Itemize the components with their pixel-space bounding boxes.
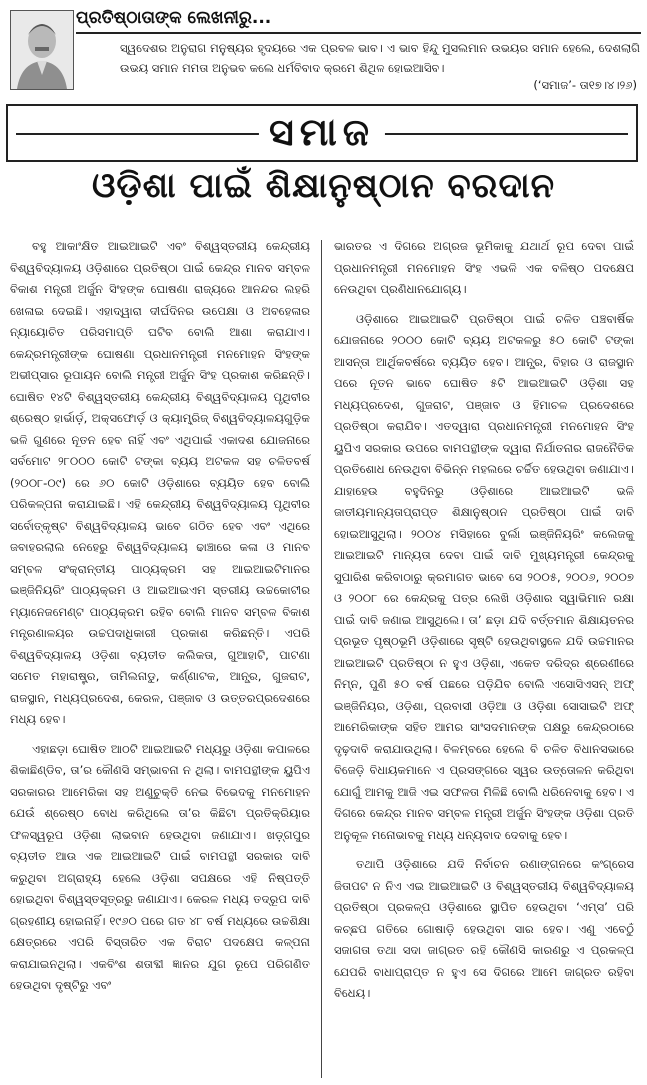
article-paragraph: ଓଡ଼ିଶାରେ ଆଇଆଇଟି ପ୍ରତିଷ୍ଠା ପାଇଁ ଚଳିତ ପଞ୍ଚବାର୍ଷିକ ଯୋଜନାରେ ୨୦୦୦ କୋଟି ବ୍ୟୟ ଅଟକଳରୁ ୫୦ କୋଟି ଟଙ୍କା ଆସନ୍ତା ଆର୍ଥିକବର୍ଷରେ ବ୍ୟୟିତ ହେବ। ଆନ୍ଧ୍ର, ବିହାର ଓ ରାଜସ୍ଥାନ ପରେ ନୂତନ ଭାବେ ଘୋଷିତ ୫ଟି ଆଇଆଇଟି ଓଡ଼ିଶା ସହ ମଧ୍ୟପ୍ରଦେଶ, ଗୁଜରାଟ, ପଞ୍ଜାବ ଓ ହିମାଚଳ ପ୍ରଦେଶରେ ପ୍ରତିଷ୍ଠା କରାଯିବ। ଏତଦ୍ୱାରା ପ୍ରଧାନମନ୍ତ୍ରୀ ମନମୋହନ ସିଂହ ୟୁପିଏ ସରକାର ଉପରେ ବାମପନ୍ଥୀଙ୍କ ଦ୍ୱାରା ନିର୍ଯାତନାର ରାଜନୈତିକ ପ୍ରତିଶୋଧ ନେଉଥିବା ବିଭିନ୍ନ ମହଲରେ ଚର୍ଚ୍ଚିତ ହେଉଥିବା ଜଣାଯାଏ। ଯାହାହେଉ ବହୁଦିନରୁ ଓଡ଼ିଶାରେ ଆଇଆଇଟି ଭଳି ଜାତୀୟମାନ୍ୟତାପ୍ରାପ୍ତ ଶିକ୍ଷାନୁଷ୍ଠାନ ପ୍ରତିଷ୍ଠା ପାଇଁ ଦାବି ହୋଇଆସୁଥିଲା। ୨୦୦୪ ମସିହାରେ ବୁର୍ଲା ଇଞ୍ଜିନିୟରିଂ କଲେଜକୁ ଆଇଆଇଟି ମାନ୍ୟତା ଦେବା ପାଇଁ ଦାବି ମୁଖ୍ୟମନ୍ତ୍ରୀ କେନ୍ଦ୍ରକୁ ସୁପାରିଶ କରିବାଠାରୁ କ୍ରମାଗତ ଭାବେ ସେ ୨୦୦୫, ୨୦୦୬, ୨୦୦୭ ଓ ୨୦୦୮ ରେ କେନ୍ଦ୍ରକୁ ପତ୍ର ଲେଖି ଓଡ଼ିଶାର ସ୍ୱାଭିମାନ ରକ୍ଷା ପାଇଁ ଦାବି ଜଣାଇ ଆସୁଥିଲେ। ତା’ ଛଡ଼ା ଯଦି ବର୍ତ୍ତମାନ ଶିକ୍ଷାୟତନର ପ୍ରଭୂତ ପୃଷ୍ଠଭୂମି ଓଡ଼ିଶାରେ ସୃଷ୍ଟି ହେଉଥିବାସ୍ଥଳେ ଯଦି ଉଚ୍ଚମାନର ଆଇଆଇଟି ପ୍ରତିଷ୍ଠା ନ ହୁଏ ଓଡ଼ିଶା, ଏକେତ ଦରିଦ୍ର ଶ୍ରେଣୀରେ ନିମ୍ନ, ପୁଣି ୫୦ ବର୍ଷ ପଛରେ ପଡ଼ିଯିବ ବୋଲି ଏସୋସିଏସନ୍ ଅଫ୍ ଇଞ୍ଜିନିୟର, ଓଡ଼ିଶା, ପ୍ରବାସୀ ଓଡ଼ିଆ ଓ ଓଡ଼ିଶା ସୋସାଇଟି ଅଫ୍ ଆମେରିକାଙ୍କ ସହିତ ଆମର ସାଂସଦମାନଙ୍କ ପକ୍ଷରୁ କେନ୍ଦ୍ରଠାରେ ଦୃଢ଼ଦାବି କରାଯାଉଥିଲା। ବିଳମ୍ବରେ ହେଲେ ବି ଚଳିତ ବିଧାନସଭାରେ ବିଜେଡ଼ି ବିଧାୟକମାନେ ଏ ପ୍ରସଙ୍ଗରେ ସ୍ୱର ଉତ୍ତୋଳନ କରିଥିବା ଯୋଗୁଁ ଆମକୁ ଆଜି ଏଇ ସଫଳତା ମିଳିଛି ବୋଲି ଧରିନେବାକୁ ହେବ। ଏ ଦିଗରେ କେନ୍ଦ୍ର ମାନବ ସମ୍ବଳ ମନ୍ତ୍ରୀ ଅର୍ଜୁନ ସିଂହଙ୍କ ଓଡ଼ିଶା ପ୍ରତି ଅନୁକୂଳ ମନୋଭାବକୁ ମଧ୍ୟ ଧନ୍ୟବାଦ ଦେବାକୁ ହେବ। [334,311,634,842]
masthead-box [6,104,638,162]
article-headline: ଓଡ଼ିଶା ପାଇଁ ଶିକ୍ଷାନୁଷ୍ଠାନ ବରଦାନ [91,166,556,206]
quote-source: (‘ସମାଜ’- ତା୧୭।୪।୨୬) [533,78,637,92]
article-paragraph: ଭାରତର ଏ ଦିଗରେ ଅଗ୍ରଜ ଭୂମିକାକୁ ଯଥାର୍ଥ ରୂପ ଦେବା ପାଇଁ ପ୍ରଧାନମନ୍ତ୍ରୀ ମନମୋହନ ସିଂହ ଏଭଳି ଏକ ବଳିଷ୍ଠ ପଦକ୍ଷେପ ନେଉଥିବା ପ୍ରଣିଧାନଯୋଗ୍ୟ। [334,239,634,296]
article-column-left [10,236,310,997]
article-column-right [334,236,634,1005]
article-paragraph: ଏହାଛଡ଼ା ଘୋଷିତ ଆଠଟି ଆଇଆଇଟି ମଧ୍ୟରୁ ଓଡ଼ିଶା କପାଳରେ ଶିକାଛିଣ୍ଡିବ, ତା’ର କୌଣସି ସମ୍ଭାବନା ନ ଥିଲା। ବାମପନ୍ଥୀଙ୍କ ୟୁପିଏ ସରକାରର ଆମେରିକା ସହ ଅଣୁଚୁକ୍ତି ନେଇ ବିଭେଦକୁ ମନମୋହନ ଯେଉଁ ଶ୍ରେଷ୍ଠ ବୋଧ କରିଥିଲେ ତା’ର କିଛିଟା ପ୍ରତିକ୍ରିୟାର ଫଳସ୍ୱରୂପ ଓଡ଼ିଶା ଲାଭବାନ ହେଉଥିବା ଜଣାଯାଏ। ଖଡ଼୍ଗପୁର ବ୍ୟତୀତ ଆଉ ଏକ ଆଇଆଇଟି ପାଇଁ ବାମପନ୍ଥୀ ସରକାର ଦାବି କରୁଥିବା ଅଗ୍ରାହ୍ୟ ହେଲେ ଓଡ଼ିଶା ସପକ୍ଷରେ ଏହି ନିଷ୍ପତ୍ତି ହୋଇଥିବା ବିଶ୍ୱସ୍ତସୂତ୍ରରୁ ଜଣାଯାଏ। କେରଳ ମଧ୍ୟ ତଦ୍ରୂପ ଦାବି ଗ୍ରହଣୀୟ ହୋଇନାହିଁ। ୧୯୬୦ ପରେ ଗତ ୪୮ ବର୍ଷ ମଧ୍ୟରେ ଉଚ୍ଚଶିକ୍ଷା କ୍ଷେତ୍ରରେ ଏପରି ବିସ୍ତାରିତ ଏକ ବିରାଟ ପଦକ୍ଷେପ କଳ୍ପନା କରାଯାଇନଥିଲା। ଏକବିଂଶ ଶତାବ୍ଦୀ ଜ୍ଞାନର ଯୁଗ ରୂପେ ପରିଗଣିତ ହେଉଥିବା ଦୃଷ୍ଟିରୁ ଏବଂ [10,741,310,992]
founder-quote-section [6,4,641,96]
quote-heading-rule [76,32,641,34]
article-paragraph: ବହୁ ଆକାଂକ୍ଷିତ ଆଇଆଇଟି ଏବଂ ବିଶ୍ୱସ୍ତରୀୟ କେନ୍ଦ୍ରୀୟ ବିଶ୍ୱବିଦ୍ୟାଳୟ ଓଡ଼ିଶାରେ ପ୍ରତିଷ୍ଠା ପାଇଁ କେନ୍ଦ୍ର ମାନବ ସମ୍ବଳ ବିକାଶ ମନ୍ତ୍ରୀ ଅର୍ଜୁନ ସିଂହଙ୍କ ଘୋଷଣା ରାଜ୍ୟରେ ଆନନ୍ଦର ଲହରି ଖେଳାଇ ଦେଇଛି। ଏହାଦ୍ୱାରା ଦୀର୍ଘଦିନର ଉପେକ୍ଷା ଓ ଅବହେଳାର ନ୍ୟାୟୋଚିତ ପରିସମାପ୍ତି ଘଟିବ ବୋଲି ଆଶା କରାଯାଏ। କେନ୍ଦ୍ରମନ୍ତ୍ରୀଙ୍କ ଘୋଷଣା ପ୍ରଧାନମନ୍ତ୍ରୀ ମନମୋହନ ସିଂହଙ୍କ ଅଭୀପ୍ସାର ରୂପାୟନ ବୋଲି ମନ୍ତ୍ରୀ ଅର୍ଜୁନ ସିଂହ ପ୍ରକାଶ କରିଛନ୍ତି। ଘୋଷିତ ୧୪ଟି ବିଶ୍ୱସ୍ତରୀୟ କେନ୍ଦ୍ରୀୟ ବିଶ୍ୱବିଦ୍ୟାଳୟ ପୃଥିବୀର ଶ୍ରେଷ୍ଠ ହାର୍ଭାର୍ଡ଼, ଅକ୍ସଫୋର୍ଡ଼ ଓ କ୍ୟାମ୍ବ୍ରିଜ୍ ବିଶ୍ୱବିଦ୍ୟାଳୟଗୁଡ଼ିକ ଭଳି ଗୁଣରେ ନୂତନ ହେବ ନାହିଁ ଏବଂ ଏଥିପାଇଁ ଏକାଦଶ ଯୋଜନାରେ ସର୍ବମୋଟ ୨୮୦୦୦ କୋଟି ଟଙ୍କା ବ୍ୟୟ ଅଟକଳ ସହ ଚଳିତବର୍ଷ (୨୦୦୮-୦୯) ରେ ୬୦ କୋଟି ଓଡ଼ିଶାରେ ବ୍ୟୟିତ ହେବ ବୋଲି ପରିକଳ୍ପନା କରାଯାଇଛି। ଏହି କେନ୍ଦ୍ରୀୟ ବିଶ୍ୱବିଦ୍ୟାଳୟ ପୃଥିବୀର ସର୍ବୋତ୍କୃଷ୍ଟ ବିଶ୍ୱବିଦ୍ୟାଳୟ ଭାବେ ଗଠିତ ହେବ ଏବଂ ଏଥିରେ ଜବାହରଲାଲ ନେହେରୁ ବିଶ୍ୱବିଦ୍ୟାଳୟ ଢାଞ୍ଚାରେ କଳା ଓ ମାନବ ସମ୍ବଳ ସଂକ୍ରାନ୍ତୀୟ ପାଠ୍ୟକ୍ରମ ସହ ଆଇଆଇଟିମାନର ଇଞ୍ଜିନିୟରିଂ ପାଠ୍ୟକ୍ରମ ଓ ଆଇଆଇଏମ ସ୍ତରୀୟ ଉଚ୍ଚକୋଟୀର ମ୍ୟାନେଜମେଣ୍ଟ ପାଠ୍ୟକ୍ରମ ରହିବ ବୋଲି ମାନବ ସମ୍ବଳ ବିକାଶ ମନ୍ତ୍ରଣାଳୟର ଉଚ୍ଚପଦାଧିକାରୀ ପ୍ରକାଶ କରିଛନ୍ତି। ଏପରି ବିଶ୍ୱବିଦ୍ୟାଳୟ ଓଡ଼ିଶା ବ୍ୟତୀତ କଲିକତା, ଗୁଆହାଟି, ପାଟଣା ସମେତ ମହାରାଷ୍ଟ୍ର, ତାମିଲନାଡୁ, କର୍ଣ୍ଣାଟକ, ଆନ୍ଧ୍ର, ଗୁଜରାଟ, ରାଜସ୍ଥାନ, ମଧ୍ୟପ୍ରଦେଶ, କେରଳ, ପଞ୍ଜାବ ଓ ଉତ୍ତରପ୍ରଦେଶରେ ମଧ୍ୟ ହେବ। [10,239,310,726]
founder-portrait-illustration [11,11,73,89]
quote-heading: ପ୍ରତିଷ୍ଠାତାଙ୍କ ଲେଖନୀରୁ... [76,8,272,28]
article-paragraph: ତଥାପି ଓଡ଼ିଶାରେ ଯଦି ନିର୍ବାଚନ ରଣାଙ୍ଗନରେ କଂଗ୍ରେସ ଜିତାପଟ ନ ନିଏ ଏଇ ଆଇଆଇଟି ଓ ବିଶ୍ୱସ୍ତରୀୟ ବିଶ୍ୱବିଦ୍ୟାଳୟ ପ୍ରତିଷ୍ଠା ପ୍ରକଳ୍ପ ଓଡ଼ିଶାରେ ସ୍ଥାପିତ ହେଉଥିବା ‘ଏମ୍ସ’ ପରି କଚ୍ଛପ ଗତିରେ ଗୋଷାଡ଼ି ହେଉଥିବା ସାର ହେବ। ଏଣୁ ଏବେଠୁଁ ସଜାଗତା ତଥା ସଦା ଜାଗ୍ରତ ରହି କୌଣସି କାରଣରୁ ଏ ପ୍ରକଳ୍ପ ଯେପରି ବାଧାପ୍ରାପ୍ତ ନ ହୁଏ ସେ ଦିଗରେ ଆମେ ଜାଗ୍ରତ ରହିବା ବିଧେୟ। [334,857,634,1000]
column-divider [321,240,322,1078]
founder-portrait-image [10,10,74,90]
founder-quote-text: ସ୍ୱଦେଶର ଅନୁରାଗ ମନୁଷ୍ୟର ହୃଦୟରେ ଏକ ପ୍ରବଳ ଭାବ। ଏ ଭାବ ହିନ୍ଦୁ ମୁସଲମାନ ଉଭୟର ସମାନ ହେଲେ, ଦେଶଲାଗି ଉଭୟ ସମାନ ମମତା ଅନୁଭବ କଲେ ଧର୍ମବିବାଦ କ୍ରମେ ଶିଥିଳ ହୋଇଆସିବ। [120,41,640,75]
masthead-title: ସମାଜ [259,107,385,157]
